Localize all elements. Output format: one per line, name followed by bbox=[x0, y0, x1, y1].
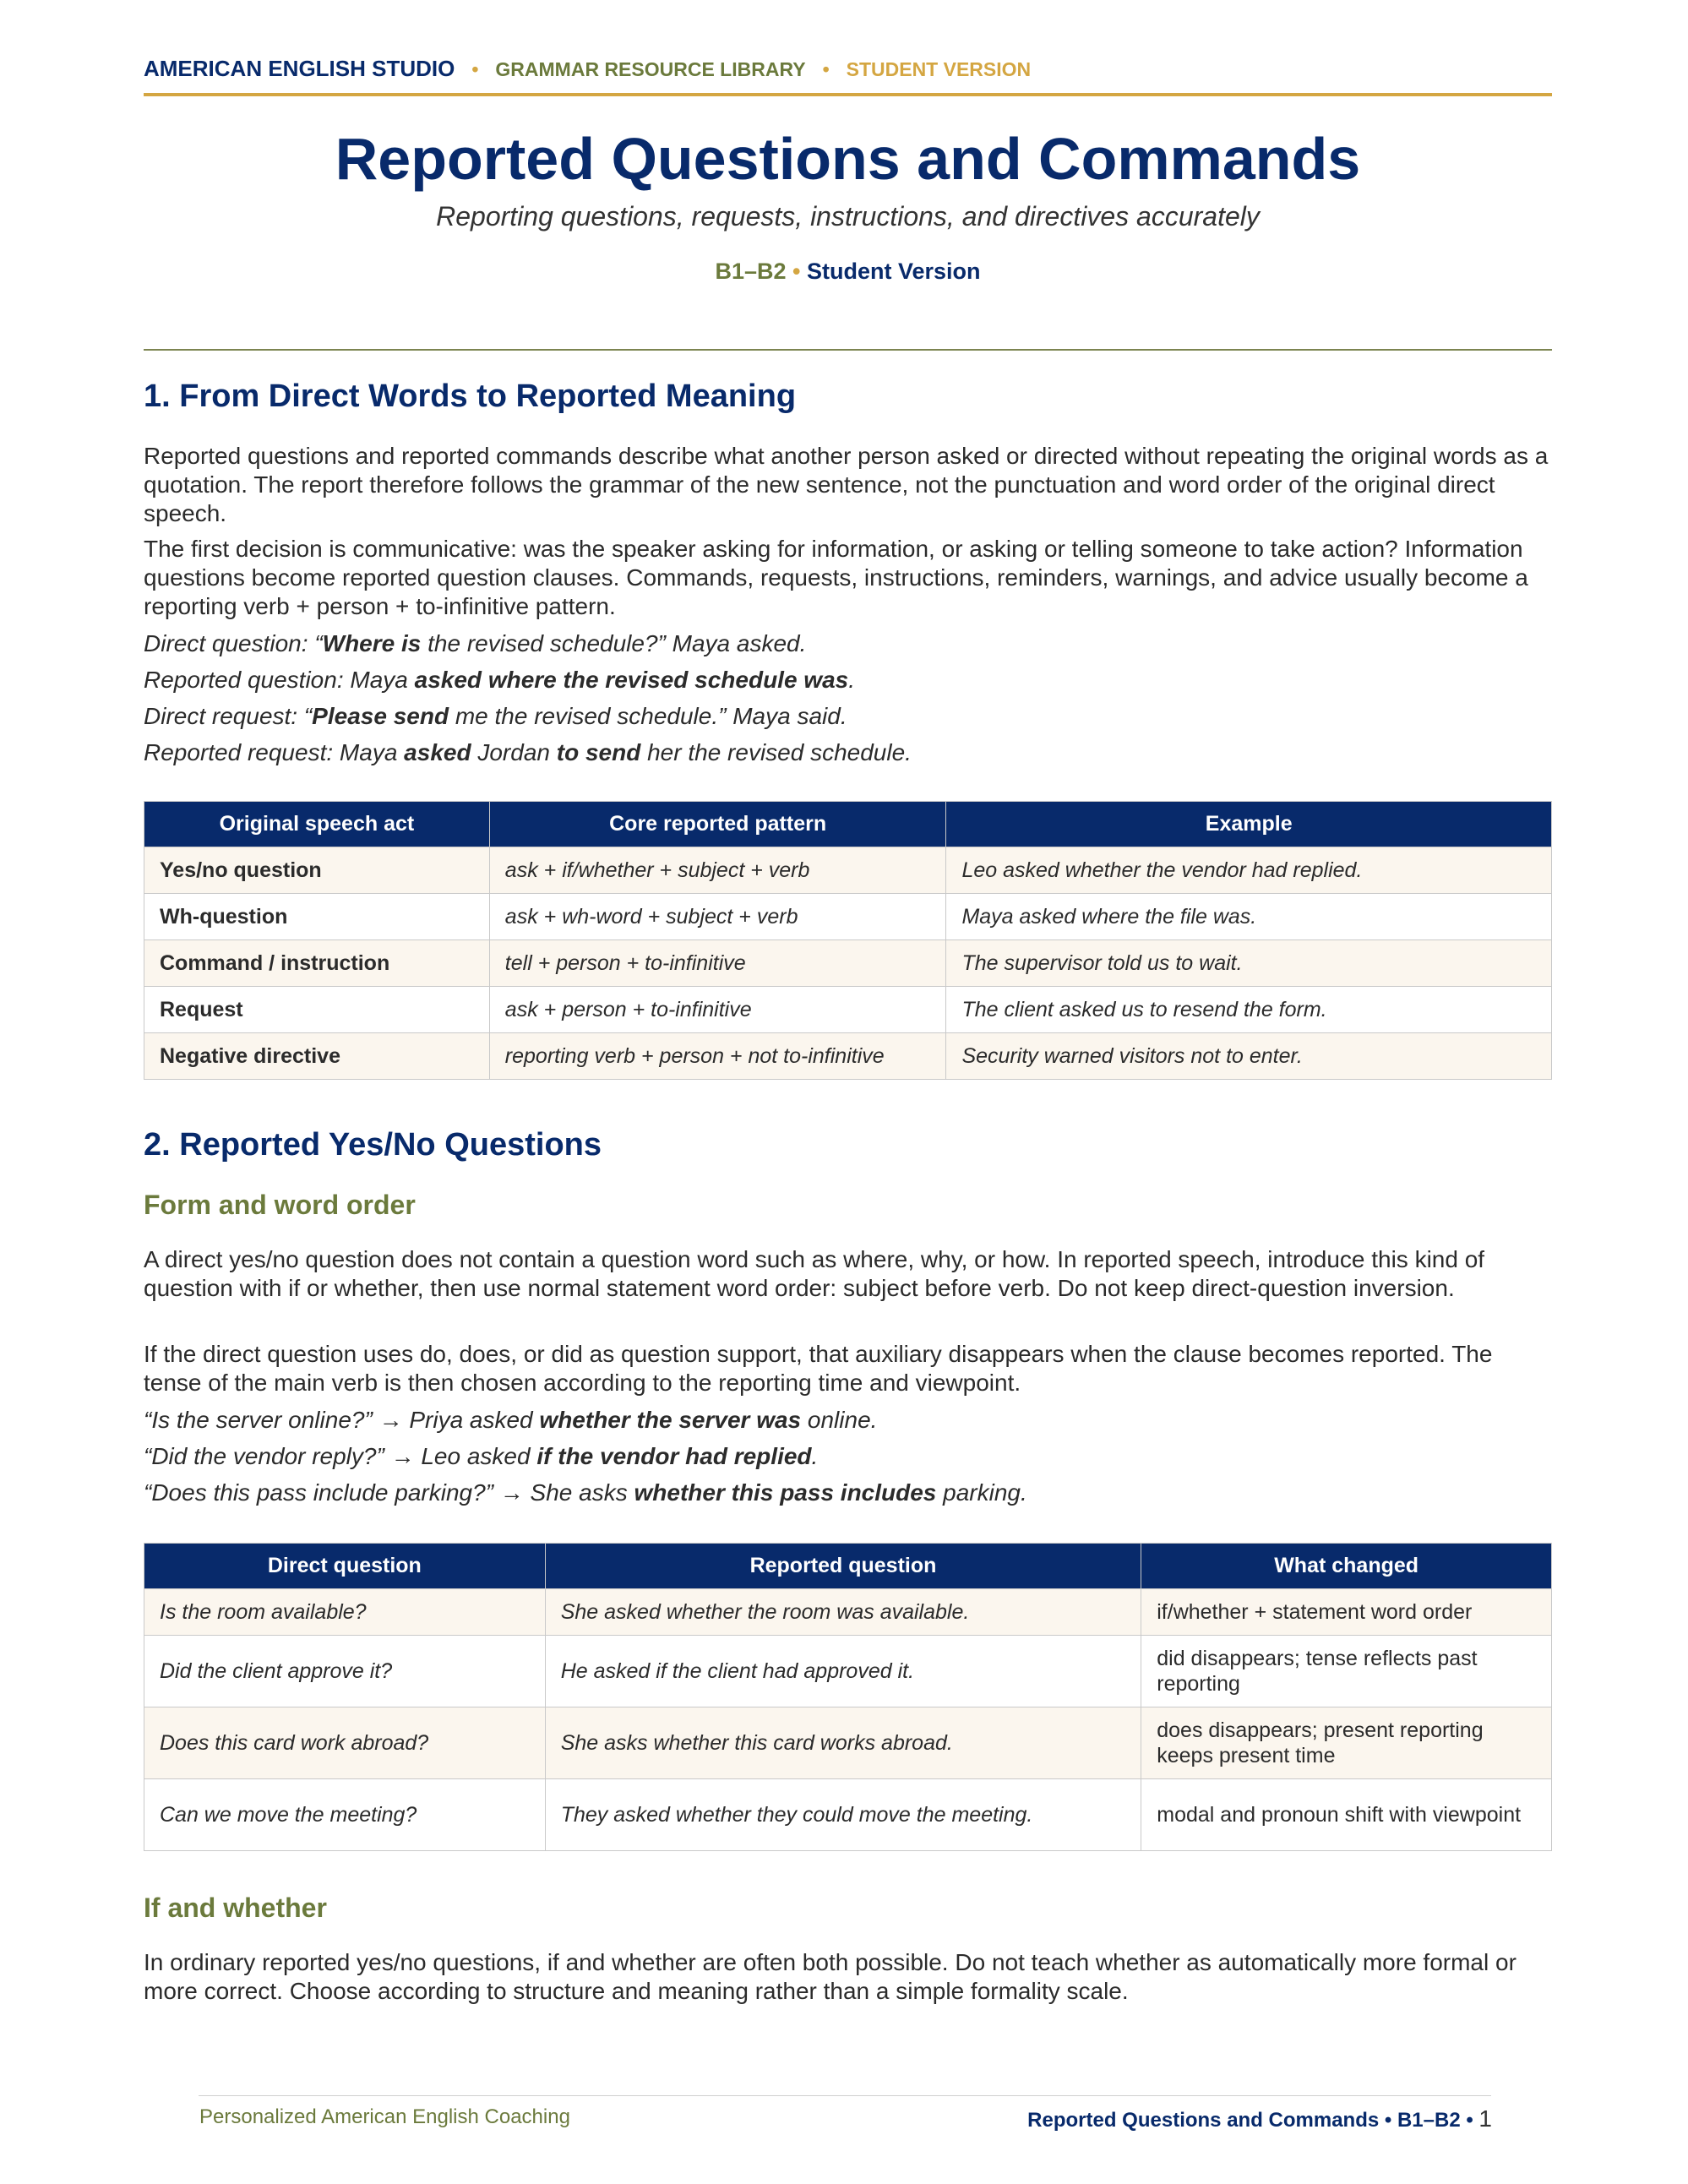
header-brand: AMERICAN ENGLISH STUDIO bbox=[144, 56, 455, 81]
level-line bbox=[144, 257, 1552, 286]
table-cell: does disappears; present reporting keeps present time bbox=[1141, 1707, 1552, 1779]
example-text: . bbox=[811, 1443, 819, 1469]
section-heading: 1. From Direct Words to Reported Meaning bbox=[144, 379, 797, 414]
example-text: Direct question: “ bbox=[144, 630, 323, 656]
table-cell: Security warned visitors not to enter. bbox=[946, 1033, 1552, 1080]
table-cell: Is the room available? bbox=[144, 1589, 546, 1636]
example-emphasis: to send bbox=[556, 739, 641, 765]
subsection-heading: Form and word order bbox=[144, 1190, 416, 1220]
table-row bbox=[144, 1033, 1552, 1080]
table-cell: ask + if/whether + subject + verb bbox=[489, 847, 946, 894]
example-text: “Is the server online?” → Priya asked bbox=[144, 1407, 540, 1433]
paragraph: A direct yes/no question does not contain a question word such as where, why, or how. In reported speech, introduce this kind of question with if or whether, then use normal statement word order: subject before verb. Do not keep direct-question inversion. bbox=[144, 1246, 1485, 1301]
table-cell: They asked whether they could move the meeting. bbox=[545, 1779, 1141, 1851]
running-header bbox=[144, 56, 1031, 82]
table-header-row bbox=[144, 802, 1552, 847]
table-row bbox=[144, 894, 1552, 940]
table-cell: ask + wh-word + subject + verb bbox=[489, 894, 946, 940]
example-emphasis: asked where the revised schedule was bbox=[414, 667, 849, 693]
column-header: Core reported pattern bbox=[489, 802, 946, 847]
table-cell: She asked whether the room was available. bbox=[545, 1589, 1141, 1636]
table-row bbox=[144, 1636, 1552, 1707]
yes-no-question-table bbox=[144, 1543, 1552, 1851]
level-version: Student Version bbox=[806, 259, 981, 284]
table-row bbox=[144, 940, 1552, 987]
table-cell: Request bbox=[144, 987, 490, 1033]
table-cell: if/whether + statement word order bbox=[1141, 1589, 1552, 1636]
title-rule bbox=[144, 349, 1552, 351]
example-text: the revised schedule?” Maya asked. bbox=[421, 630, 807, 656]
table-row bbox=[144, 847, 1552, 894]
example-emphasis: Where is bbox=[322, 630, 422, 656]
example-text: Direct request: “ bbox=[144, 703, 313, 729]
table-cell: modal and pronoun shift with viewpoint bbox=[1141, 1779, 1552, 1851]
column-header: Reported question bbox=[545, 1544, 1141, 1589]
table-cell: Maya asked where the file was. bbox=[946, 894, 1552, 940]
table-cell: She asks whether this card works abroad. bbox=[545, 1707, 1141, 1779]
table-header-row bbox=[144, 1544, 1552, 1589]
example-line bbox=[144, 702, 1552, 731]
table-row bbox=[144, 1779, 1552, 1851]
column-header: Example bbox=[946, 802, 1552, 847]
header-library: GRAMMAR RESOURCE LIBRARY bbox=[495, 58, 806, 80]
header-version: STUDENT VERSION bbox=[846, 58, 1032, 80]
example-text: Reported question: Maya bbox=[144, 667, 415, 693]
example-text: Reported request: Maya bbox=[144, 739, 405, 765]
example-line bbox=[144, 1479, 1552, 1507]
footer-rule bbox=[199, 2095, 1491, 2096]
speech-act-table bbox=[144, 801, 1552, 1080]
example-text: parking. bbox=[936, 1479, 1027, 1506]
table-row bbox=[144, 1707, 1552, 1779]
example-text: Jordan bbox=[471, 739, 557, 765]
header-rule bbox=[144, 93, 1552, 96]
example-line bbox=[144, 629, 1552, 658]
page-title: Reported Questions and Commands bbox=[335, 126, 1361, 192]
table-row bbox=[144, 987, 1552, 1033]
footer-title: Reported Questions and Commands • B1–B2 • bbox=[1027, 2109, 1473, 2132]
section-heading: 2. Reported Yes/No Questions bbox=[144, 1127, 602, 1163]
table-cell: The client asked us to resend the form. bbox=[946, 987, 1552, 1033]
table-cell: Negative directive bbox=[144, 1033, 490, 1080]
table-cell: Wh-question bbox=[144, 894, 490, 940]
example-text: online. bbox=[801, 1407, 878, 1433]
subsection-heading: If and whether bbox=[144, 1893, 327, 1923]
paragraph: Reported questions and reported commands describe what another person asked or directed without repeating the original words as a quotation. The report therefore follows the grammar of the new sentence, not the punctuation and word order of the original direct speech. bbox=[144, 443, 1549, 526]
page-number: 1 bbox=[1478, 2105, 1492, 2132]
table-cell: Yes/no question bbox=[144, 847, 490, 894]
paragraph: If the direct question uses do, does, or did as question support, that auxiliary disappears when the clause becomes reported. The tense of the main verb is then chosen according to the reporting time and viewpoint. bbox=[144, 1341, 1493, 1396]
table-cell: Leo asked whether the vendor had replied. bbox=[946, 847, 1552, 894]
example-line bbox=[144, 1406, 1552, 1435]
header-separator: • bbox=[822, 58, 830, 80]
table-cell: The supervisor told us to wait. bbox=[946, 940, 1552, 987]
level-separator: • bbox=[792, 259, 801, 284]
header-separator: • bbox=[471, 58, 479, 80]
table-row bbox=[144, 1589, 1552, 1636]
example-text: me the revised schedule.” Maya said. bbox=[449, 703, 847, 729]
table-cell: Does this card work abroad? bbox=[144, 1707, 546, 1779]
table-cell: He asked if the client had approved it. bbox=[545, 1636, 1141, 1707]
level-range: B1–B2 bbox=[715, 259, 787, 284]
example-line bbox=[144, 666, 1552, 694]
footer-right bbox=[1027, 2105, 1492, 2132]
column-header: What changed bbox=[1141, 1544, 1552, 1589]
paragraph: In ordinary reported yes/no questions, if and whether are often both possible. Do not teach whether as automatically more formal or more correct. Choose according to structure and meaning rather than a simple formality scale. bbox=[144, 1949, 1516, 2004]
example-emphasis: asked bbox=[404, 739, 471, 765]
footer-left: Personalized American English Coaching bbox=[199, 2105, 570, 2128]
example-emphasis: whether this pass includes bbox=[634, 1479, 937, 1506]
example-line bbox=[144, 738, 1552, 767]
example-emphasis: if the vendor had replied bbox=[536, 1443, 812, 1469]
table-cell: tell + person + to-infinitive bbox=[489, 940, 946, 987]
example-emphasis: Please send bbox=[312, 703, 449, 729]
table-cell: Command / instruction bbox=[144, 940, 490, 987]
example-line bbox=[144, 1442, 1552, 1471]
example-text: her the revised schedule. bbox=[640, 739, 912, 765]
example-text: “Does this pass include parking?” → She asks bbox=[144, 1479, 634, 1506]
table-cell: did disappears; tense reflects past reporting bbox=[1141, 1636, 1552, 1707]
example-emphasis: whether the server was bbox=[539, 1407, 802, 1433]
table-cell: Can we move the meeting? bbox=[144, 1779, 546, 1851]
column-header: Original speech act bbox=[144, 802, 490, 847]
column-header: Direct question bbox=[144, 1544, 546, 1589]
example-text: “Did the vendor reply?” → Leo asked bbox=[144, 1443, 537, 1469]
page-subtitle: Reporting questions, requests, instructions, and directives accurately bbox=[436, 201, 1260, 231]
table-cell: Did the client approve it? bbox=[144, 1636, 546, 1707]
table-cell: reporting verb + person + not to-infinitive bbox=[489, 1033, 946, 1080]
paragraph: The first decision is communicative: was the speaker asking for information, or asking or telling someone to take action? Information questions become reported question clauses. Commands, requests, instructions, reminders, warnings, and advice usually become a reporting verb + person + to-infinitive pattern. bbox=[144, 536, 1528, 619]
table-cell: ask + person + to-infinitive bbox=[489, 987, 946, 1033]
example-text: . bbox=[848, 667, 856, 693]
